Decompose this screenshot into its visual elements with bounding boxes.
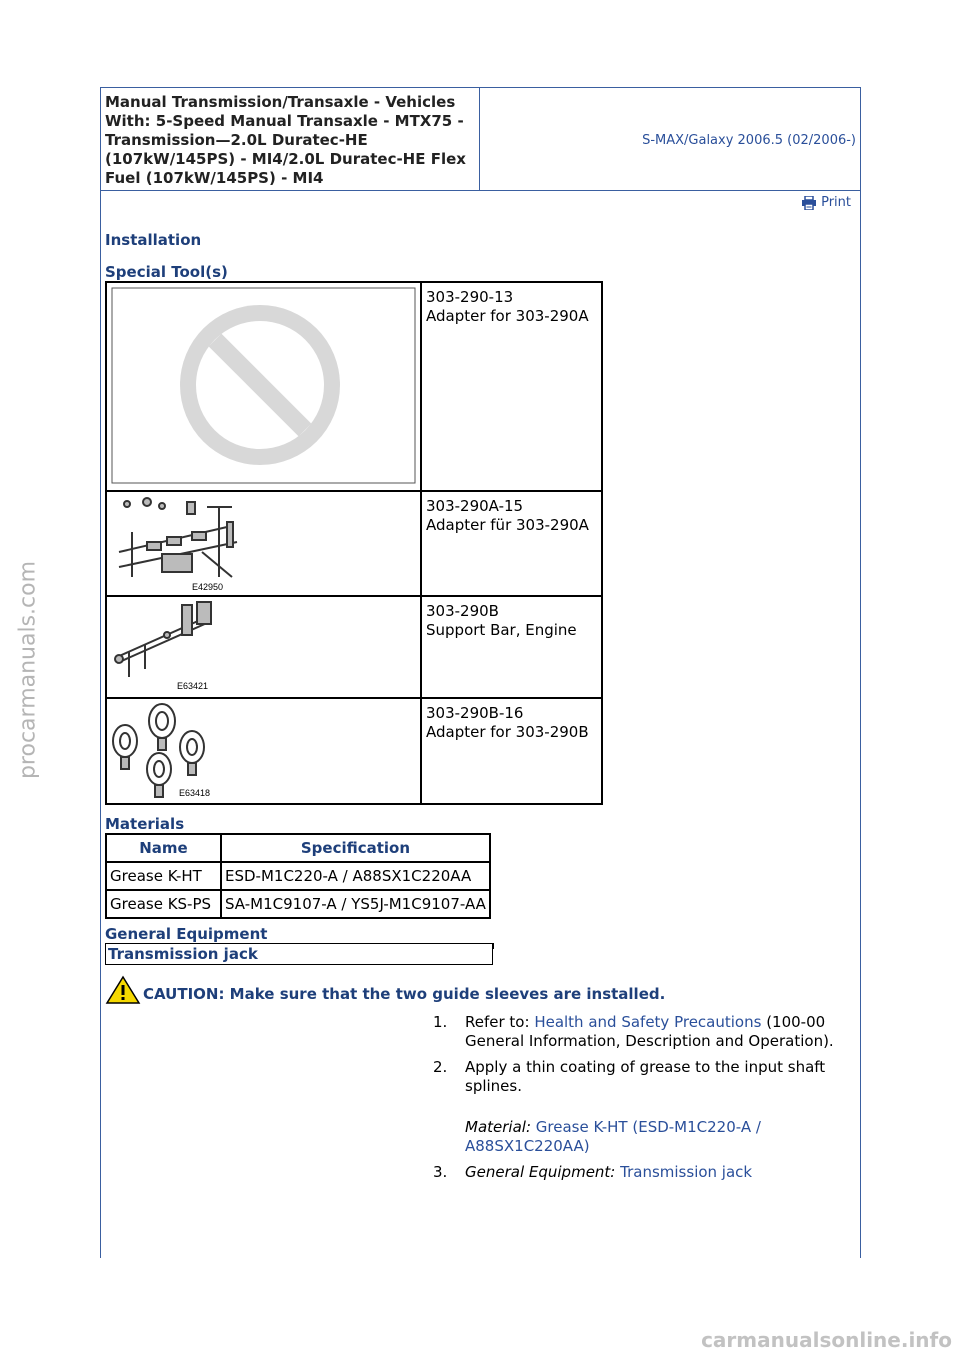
materials-table: [105, 833, 491, 919]
tool-info: [426, 288, 589, 326]
tool-number: 303-290-13: [426, 288, 514, 306]
materials-heading: Materials: [105, 815, 185, 833]
column-header: Specification: [221, 834, 490, 862]
step-text: Apply a thin coating of grease to the input shaft splines.: [465, 1058, 826, 1095]
tool-info: [426, 602, 577, 640]
step-text: (100-00 General Information, Description and Operation).: [465, 1013, 834, 1050]
page-header: [101, 88, 860, 191]
vehicle-model: S-MAX/Galaxy 2006.5 (02/2006-): [642, 133, 856, 148]
special-tools-heading: Special Tool(s): [105, 263, 228, 281]
printer-icon: [801, 196, 817, 210]
column-header: Name: [106, 834, 221, 862]
tool-description: Support Bar, Engine: [426, 621, 577, 639]
tool-row: [107, 492, 601, 597]
side-watermark: procarmanuals.com: [15, 560, 41, 780]
bottom-watermark: carmanualsonline.info: [701, 1328, 952, 1352]
step-number: 3.: [433, 1163, 448, 1181]
step-text: Refer to:: [465, 1013, 535, 1031]
tool-image-placeholder: [107, 283, 422, 490]
table-cell: Grease KS-PS: [106, 890, 221, 918]
list-item: [433, 1163, 853, 1182]
tool-image-label: E63421: [177, 681, 209, 691]
table-row: [106, 862, 490, 890]
general-equipment-heading: General Equipment: [105, 925, 268, 943]
tool-image-label: E42950: [192, 582, 224, 592]
installation-heading: Installation: [105, 231, 202, 249]
warning-icon: [105, 975, 141, 1005]
tool-number: 303-290A-15: [426, 497, 524, 515]
tool-row: [107, 699, 601, 803]
list-item: [433, 1013, 853, 1051]
transmission-jack-link[interactable]: Transmission jack: [620, 1163, 753, 1181]
tool-number: 303-290B-16: [426, 704, 524, 722]
special-tools-table: [105, 281, 603, 805]
table-cell: Grease K-HT: [106, 862, 221, 890]
tool-image-label: E63418: [179, 788, 211, 798]
page-title: Manual Transmission/Transaxle - Vehicles With: 5-Speed Manual Transaxle - MTX75 - Transmission—2.0L Duratec-HE (107kW/145PS) - MI4/2.0L Duratec-HE Flex Fuel (107kW/145PS) - MI4: [105, 93, 466, 187]
header-divider: [479, 88, 480, 190]
tool-info: [426, 704, 589, 742]
general-equipment-item: Transmission jack: [105, 943, 493, 965]
table-cell: ESD-M1C220-A / A88SX1C220AA: [221, 862, 490, 890]
health-safety-link[interactable]: Health and Safety Precautions: [534, 1013, 762, 1031]
tool-image-eye-bolts: [107, 699, 422, 803]
tool-description: Adapter für 303-290A: [426, 516, 589, 534]
material-link[interactable]: Grease K-HT (ESD-M1C220-A / A88SX1C220AA): [465, 1118, 761, 1155]
tool-image-adapter-set: [107, 492, 422, 595]
tool-description: Adapter for 303-290B: [426, 723, 589, 741]
material-label: Material:: [465, 1118, 531, 1136]
table-cell: SA-M1C9107-A / YS5J-M1C9107-AA: [221, 890, 490, 918]
table-header-row: [106, 834, 490, 862]
document-frame: [100, 87, 861, 1258]
procedure-steps: [433, 1013, 853, 1189]
step-number: 2.: [433, 1058, 448, 1076]
print-label: Print: [821, 195, 851, 210]
print-button[interactable]: [801, 195, 851, 210]
material-line: [465, 1118, 853, 1156]
tool-description: Adapter for 303-290A: [426, 307, 589, 325]
table-row: [106, 890, 490, 918]
tool-image-support-bar: [107, 597, 422, 697]
step-number: 1.: [433, 1013, 448, 1031]
tool-row: [107, 283, 601, 492]
tool-info: [426, 497, 589, 535]
caution-text: CAUTION: Make sure that the two guide sleeves are installed.: [143, 985, 666, 1003]
tool-number: 303-290B: [426, 602, 499, 620]
caution-note: [105, 975, 665, 1005]
tool-row: [107, 597, 601, 699]
list-item: [433, 1058, 853, 1156]
equipment-label: General Equipment:: [465, 1163, 616, 1181]
equipment-tick: [493, 943, 494, 949]
